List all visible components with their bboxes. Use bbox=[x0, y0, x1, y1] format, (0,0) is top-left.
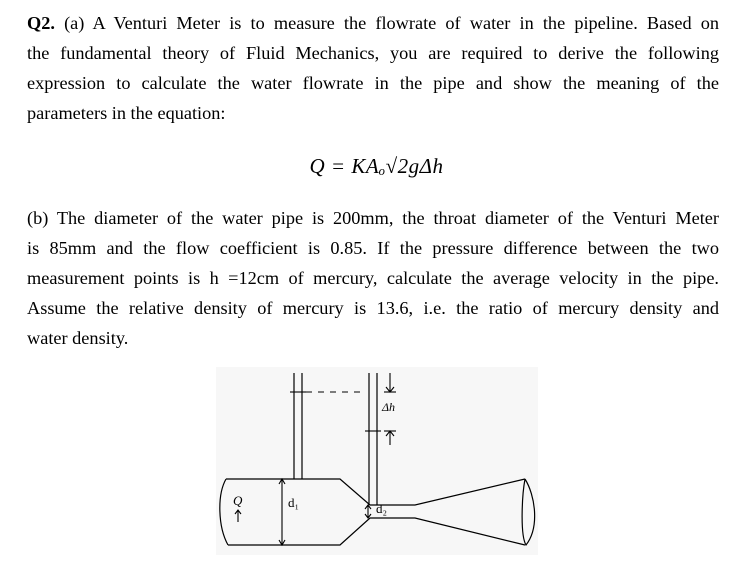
part-a-line-4: parameters in the equation: bbox=[27, 103, 226, 123]
part-b-line-5: water density. bbox=[27, 328, 129, 348]
flow-label: Q bbox=[233, 493, 243, 508]
part-a-line-2: the fundamental theory of Fluid Mechanics, you are required to derive the following bbox=[27, 43, 719, 63]
part-b-line-4: Assume the relative density of mercury is 13.6, i.e. the ratio of mercury density and bbox=[27, 298, 719, 318]
question-part-b bbox=[27, 203, 719, 353]
inlet-diameter-label: d₁ bbox=[288, 495, 300, 510]
flowrate-equation: Q = KAₒ√2gΔh bbox=[309, 154, 444, 178]
question-number: Q2. bbox=[27, 13, 55, 33]
part-b-line-1: (b) The diameter of the water pipe is 200mm, the throat diameter of the Venturi Meter bbox=[27, 208, 719, 228]
part-b-line-2: is 85mm and the flow coefficient is 0.85. If the pressure difference between the two bbox=[27, 238, 719, 258]
throat-diameter-label: d₂ bbox=[376, 501, 388, 516]
head-difference-label: Δh bbox=[382, 400, 396, 414]
part-a-line-3: expression to calculate the water flowrate in the pipe and show the meaning of the bbox=[27, 73, 719, 93]
part-a-line-1: Q2. (a) A Venturi Meter is to measure the flowrate of water in the pipeline. Based on bbox=[27, 13, 719, 33]
venturi-meter-diagram bbox=[210, 365, 545, 560]
question-part-a bbox=[27, 8, 719, 128]
part-b-line-3: measurement points is h =12cm of mercury, calculate the average velocity in the pipe. bbox=[27, 268, 719, 288]
